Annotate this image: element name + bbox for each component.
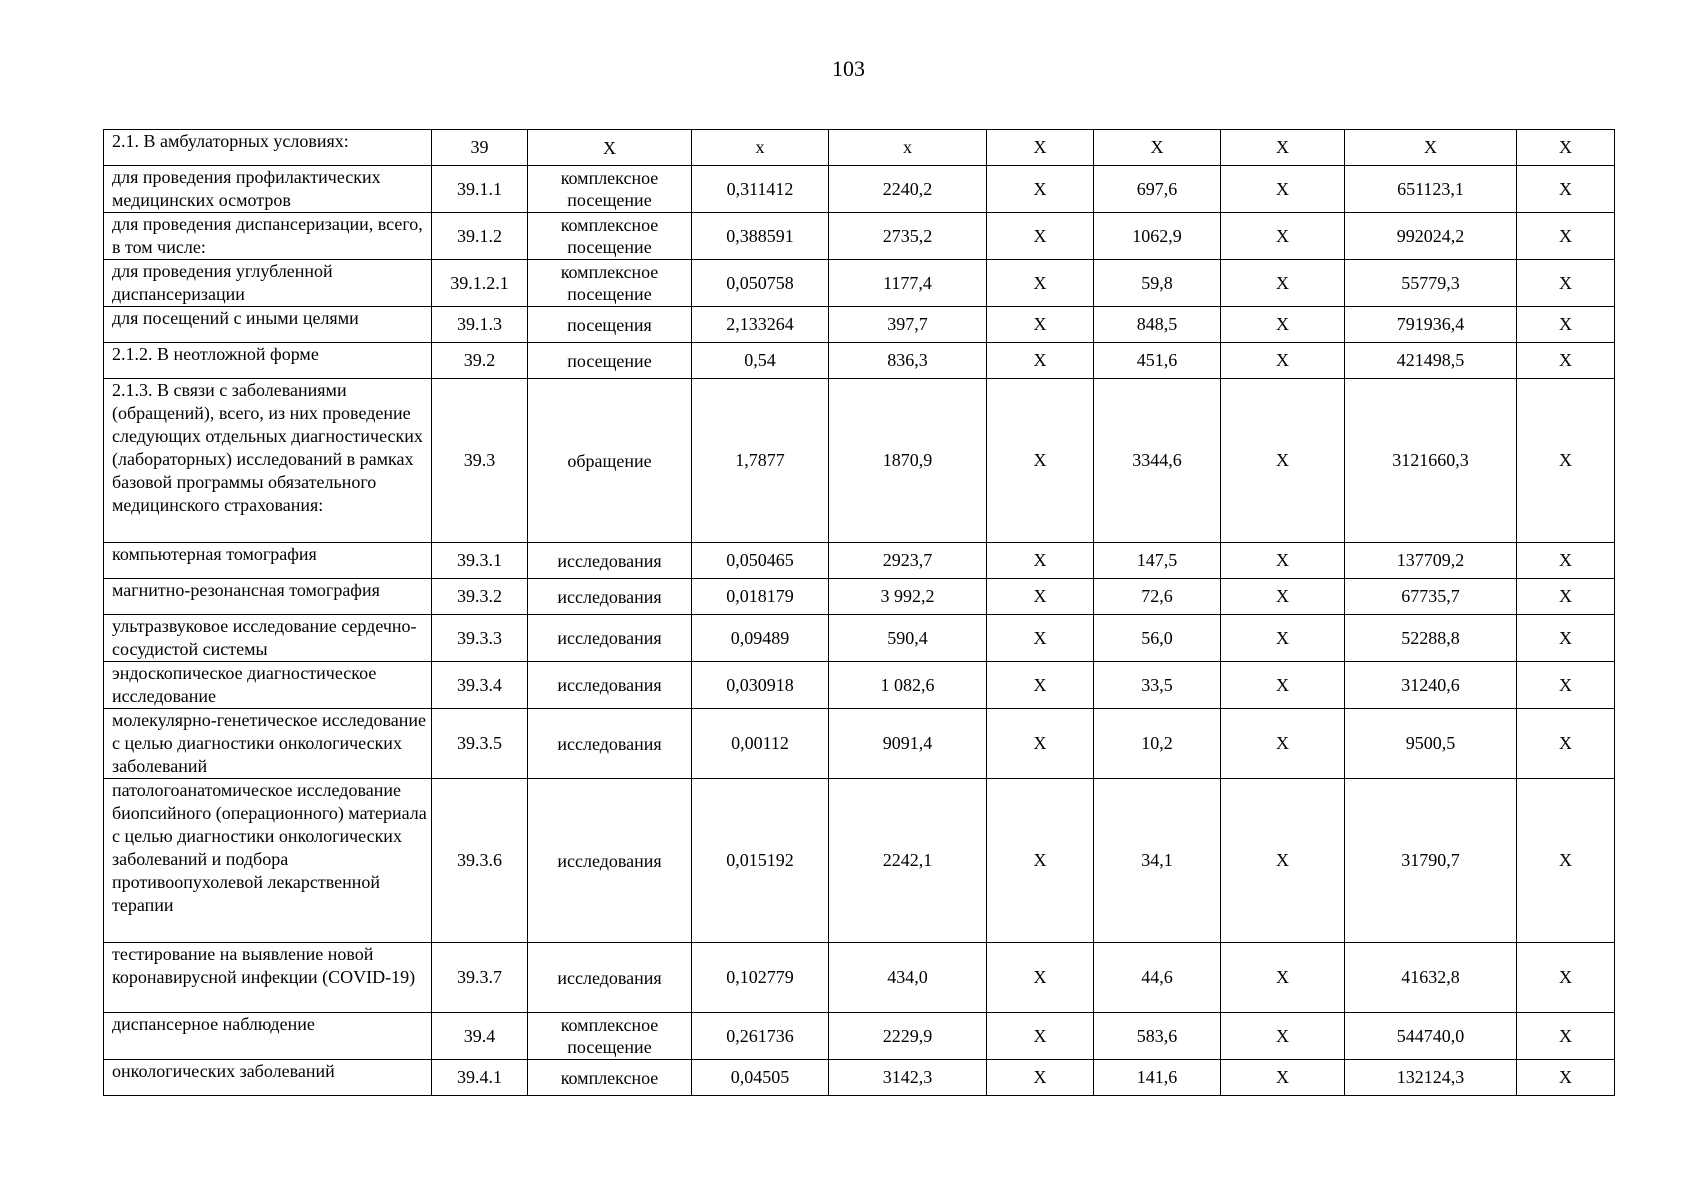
row-col6-cell: Х bbox=[987, 213, 1094, 260]
row-col6-cell: Х bbox=[987, 1060, 1094, 1096]
row-unit-cell: исследования bbox=[528, 579, 692, 615]
row-col7-cell: 44,6 bbox=[1094, 943, 1221, 1013]
row-col10-cell: Х bbox=[1517, 543, 1615, 579]
row-col8-cell: Х bbox=[1221, 943, 1345, 1013]
row-unit-cell: Х bbox=[528, 130, 692, 166]
row-name-cell: 2.1. В амбулаторных условиях: bbox=[104, 130, 432, 166]
row-name-cell: для проведения профилактических медицинских осмотров bbox=[104, 166, 432, 213]
row-col7-cell: 1062,9 bbox=[1094, 213, 1221, 260]
row-col10-cell: Х bbox=[1517, 779, 1615, 943]
row-cost-cell: 836,3 bbox=[829, 343, 987, 379]
row-name-cell: эндоскопическое диагностическое исследование bbox=[104, 662, 432, 709]
row-col6-cell: Х bbox=[987, 166, 1094, 213]
row-volume-cell: 0,050758 bbox=[692, 260, 829, 307]
row-col10-cell: Х bbox=[1517, 307, 1615, 343]
row-cost-cell: 2923,7 bbox=[829, 543, 987, 579]
row-unit-cell: комплексное посещение bbox=[528, 166, 692, 213]
row-col6-cell: Х bbox=[987, 343, 1094, 379]
row-col6-cell: Х bbox=[987, 779, 1094, 943]
row-code-cell: 39.3.2 bbox=[432, 579, 528, 615]
row-code-cell: 39.3 bbox=[432, 379, 528, 543]
row-col7-cell: 141,6 bbox=[1094, 1060, 1221, 1096]
row-col10-cell: Х bbox=[1517, 943, 1615, 1013]
row-code-cell: 39.2 bbox=[432, 343, 528, 379]
row-col8-cell: Х bbox=[1221, 709, 1345, 779]
row-code-cell: 39.1.1 bbox=[432, 166, 528, 213]
table-row bbox=[104, 1060, 1615, 1096]
row-cost-cell: 434,0 bbox=[829, 943, 987, 1013]
row-cost-cell: 1 082,6 bbox=[829, 662, 987, 709]
row-code-cell: 39.3.5 bbox=[432, 709, 528, 779]
row-name-cell: для проведения углубленной диспансеризации bbox=[104, 260, 432, 307]
row-col10-cell: Х bbox=[1517, 130, 1615, 166]
row-col9-cell: 791936,4 bbox=[1345, 307, 1517, 343]
row-col9-cell: 651123,1 bbox=[1345, 166, 1517, 213]
row-col9-cell: 544740,0 bbox=[1345, 1013, 1517, 1060]
table-row bbox=[104, 260, 1615, 307]
row-col8-cell: Х bbox=[1221, 213, 1345, 260]
row-code-cell: 39.1.2.1 bbox=[432, 260, 528, 307]
table-row bbox=[104, 579, 1615, 615]
row-name-cell: для посещений с иными целями bbox=[104, 307, 432, 343]
row-col7-cell: 147,5 bbox=[1094, 543, 1221, 579]
row-name-cell: для проведения диспансеризации, всего, в том числе: bbox=[104, 213, 432, 260]
row-name-cell: диспансерное наблюдение bbox=[104, 1013, 432, 1060]
row-volume-cell: 0,030918 bbox=[692, 662, 829, 709]
row-col9-cell: 55779,3 bbox=[1345, 260, 1517, 307]
row-col7-cell: 59,8 bbox=[1094, 260, 1221, 307]
row-col6-cell: Х bbox=[987, 379, 1094, 543]
row-col10-cell: Х bbox=[1517, 213, 1615, 260]
row-col6-cell: Х bbox=[987, 662, 1094, 709]
row-unit-cell: исследования bbox=[528, 543, 692, 579]
row-col7-cell: 10,2 bbox=[1094, 709, 1221, 779]
row-code-cell: 39 bbox=[432, 130, 528, 166]
row-name-cell: онкологических заболеваний bbox=[104, 1060, 432, 1096]
table-row bbox=[104, 343, 1615, 379]
row-volume-cell: х bbox=[692, 130, 829, 166]
row-cost-cell: 1177,4 bbox=[829, 260, 987, 307]
row-cost-cell: 590,4 bbox=[829, 615, 987, 662]
row-cost-cell: 397,7 bbox=[829, 307, 987, 343]
row-code-cell: 39.3.1 bbox=[432, 543, 528, 579]
row-col9-cell: 31240,6 bbox=[1345, 662, 1517, 709]
page-number: 103 bbox=[832, 56, 865, 81]
row-code-cell: 39.4 bbox=[432, 1013, 528, 1060]
row-col10-cell: Х bbox=[1517, 662, 1615, 709]
row-name-cell: 2.1.3. В связи с заболеваниями (обращений), всего, из них проведение следующих отдельных диагностических (лабораторных) исследований в рамках базовой программы обязательного медицинского страхования: bbox=[104, 379, 432, 543]
row-col9-cell: 9500,5 bbox=[1345, 709, 1517, 779]
row-col6-cell: Х bbox=[987, 543, 1094, 579]
row-volume-cell: 0,018179 bbox=[692, 579, 829, 615]
row-volume-cell: 0,311412 bbox=[692, 166, 829, 213]
row-name-cell: молекулярно-генетическое исследование с целью диагностики онкологических заболеваний bbox=[104, 709, 432, 779]
row-col10-cell: Х bbox=[1517, 1060, 1615, 1096]
row-unit-cell: исследования bbox=[528, 779, 692, 943]
table-row bbox=[104, 379, 1615, 543]
row-cost-cell: 2242,1 bbox=[829, 779, 987, 943]
row-volume-cell: 0,015192 bbox=[692, 779, 829, 943]
row-col8-cell: Х bbox=[1221, 1060, 1345, 1096]
row-volume-cell: 0,261736 bbox=[692, 1013, 829, 1060]
row-unit-cell: исследования bbox=[528, 662, 692, 709]
row-col7-cell: Х bbox=[1094, 130, 1221, 166]
row-col8-cell: Х bbox=[1221, 307, 1345, 343]
row-unit-cell: исследования bbox=[528, 943, 692, 1013]
row-volume-cell: 0,050465 bbox=[692, 543, 829, 579]
row-unit-cell: комплексное посещение bbox=[528, 1013, 692, 1060]
table-row bbox=[104, 662, 1615, 709]
row-col6-cell: Х bbox=[987, 130, 1094, 166]
table-row bbox=[104, 709, 1615, 779]
row-volume-cell: 2,133264 bbox=[692, 307, 829, 343]
table-row bbox=[104, 943, 1615, 1013]
row-unit-cell: посещения bbox=[528, 307, 692, 343]
row-col10-cell: Х bbox=[1517, 1013, 1615, 1060]
row-code-cell: 39.3.4 bbox=[432, 662, 528, 709]
row-col6-cell: Х bbox=[987, 709, 1094, 779]
row-code-cell: 39.3.6 bbox=[432, 779, 528, 943]
row-col7-cell: 583,6 bbox=[1094, 1013, 1221, 1060]
row-col8-cell: Х bbox=[1221, 615, 1345, 662]
row-code-cell: 39.1.3 bbox=[432, 307, 528, 343]
table-row bbox=[104, 213, 1615, 260]
row-cost-cell: 2229,9 bbox=[829, 1013, 987, 1060]
row-col8-cell: Х bbox=[1221, 130, 1345, 166]
row-col9-cell: 31790,7 bbox=[1345, 779, 1517, 943]
row-col7-cell: 56,0 bbox=[1094, 615, 1221, 662]
table-row bbox=[104, 166, 1615, 213]
row-col6-cell: Х bbox=[987, 943, 1094, 1013]
table-row bbox=[104, 130, 1615, 166]
row-cost-cell: х bbox=[829, 130, 987, 166]
row-name-cell: тестирование на выявление новой коронавирусной инфекции (COVID-19) bbox=[104, 943, 432, 1013]
row-col7-cell: 72,6 bbox=[1094, 579, 1221, 615]
row-col7-cell: 451,6 bbox=[1094, 343, 1221, 379]
row-col8-cell: Х bbox=[1221, 779, 1345, 943]
row-volume-cell: 0,09489 bbox=[692, 615, 829, 662]
row-col6-cell: Х bbox=[987, 307, 1094, 343]
row-unit-cell: комплексное посещение bbox=[528, 260, 692, 307]
row-code-cell: 39.1.2 bbox=[432, 213, 528, 260]
row-name-cell: магнитно-резонансная томография bbox=[104, 579, 432, 615]
table-row bbox=[104, 543, 1615, 579]
row-cost-cell: 9091,4 bbox=[829, 709, 987, 779]
row-col10-cell: Х bbox=[1517, 709, 1615, 779]
row-col6-cell: Х bbox=[987, 579, 1094, 615]
row-col8-cell: Х bbox=[1221, 166, 1345, 213]
row-col9-cell: 137709,2 bbox=[1345, 543, 1517, 579]
row-col9-cell: 52288,8 bbox=[1345, 615, 1517, 662]
row-col9-cell: 421498,5 bbox=[1345, 343, 1517, 379]
row-volume-cell: 0,54 bbox=[692, 343, 829, 379]
row-name-cell: компьютерная томография bbox=[104, 543, 432, 579]
row-code-cell: 39.3.3 bbox=[432, 615, 528, 662]
row-name-cell: 2.1.2. В неотложной форме bbox=[104, 343, 432, 379]
row-unit-cell: посещение bbox=[528, 343, 692, 379]
row-code-cell: 39.3.7 bbox=[432, 943, 528, 1013]
data-table bbox=[103, 129, 1615, 1096]
row-unit-cell: обращение bbox=[528, 379, 692, 543]
row-volume-cell: 0,388591 bbox=[692, 213, 829, 260]
row-col7-cell: 3344,6 bbox=[1094, 379, 1221, 543]
row-col9-cell: 67735,7 bbox=[1345, 579, 1517, 615]
table-body bbox=[104, 130, 1615, 1096]
row-cost-cell: 2735,2 bbox=[829, 213, 987, 260]
row-col9-cell: 132124,3 bbox=[1345, 1060, 1517, 1096]
row-unit-cell: комплексное bbox=[528, 1060, 692, 1096]
row-cost-cell: 3 992,2 bbox=[829, 579, 987, 615]
row-cost-cell: 2240,2 bbox=[829, 166, 987, 213]
row-col7-cell: 34,1 bbox=[1094, 779, 1221, 943]
row-name-cell: патологоанатомическое исследование биопсийного (операционного) материала с целью диагностики онкологических заболеваний и подбора противоопухолевой лекарственной терапии bbox=[104, 779, 432, 943]
row-col6-cell: Х bbox=[987, 1013, 1094, 1060]
row-col9-cell: 3121660,3 bbox=[1345, 379, 1517, 543]
row-col10-cell: Х bbox=[1517, 615, 1615, 662]
row-name-cell: ультразвуковое исследование сердечно-сосудистой системы bbox=[104, 615, 432, 662]
row-unit-cell: исследования bbox=[528, 615, 692, 662]
row-unit-cell: комплексное посещение bbox=[528, 213, 692, 260]
row-col8-cell: Х bbox=[1221, 343, 1345, 379]
row-col6-cell: Х bbox=[987, 615, 1094, 662]
row-col8-cell: Х bbox=[1221, 579, 1345, 615]
row-col10-cell: Х bbox=[1517, 343, 1615, 379]
row-col9-cell: 41632,8 bbox=[1345, 943, 1517, 1013]
row-col10-cell: Х bbox=[1517, 260, 1615, 307]
row-col8-cell: Х bbox=[1221, 543, 1345, 579]
row-col7-cell: 697,6 bbox=[1094, 166, 1221, 213]
row-cost-cell: 3142,3 bbox=[829, 1060, 987, 1096]
row-col9-cell: Х bbox=[1345, 130, 1517, 166]
row-col9-cell: 992024,2 bbox=[1345, 213, 1517, 260]
row-col10-cell: Х bbox=[1517, 579, 1615, 615]
row-unit-cell: исследования bbox=[528, 709, 692, 779]
row-col6-cell: Х bbox=[987, 260, 1094, 307]
row-cost-cell: 1870,9 bbox=[829, 379, 987, 543]
row-col10-cell: Х bbox=[1517, 379, 1615, 543]
table-row bbox=[104, 615, 1615, 662]
row-col10-cell: Х bbox=[1517, 166, 1615, 213]
table-row bbox=[104, 1013, 1615, 1060]
row-col8-cell: Х bbox=[1221, 662, 1345, 709]
row-volume-cell: 0,102779 bbox=[692, 943, 829, 1013]
row-code-cell: 39.4.1 bbox=[432, 1060, 528, 1096]
table-row bbox=[104, 779, 1615, 943]
row-col8-cell: Х bbox=[1221, 379, 1345, 543]
row-col7-cell: 33,5 bbox=[1094, 662, 1221, 709]
row-volume-cell: 1,7877 bbox=[692, 379, 829, 543]
row-col8-cell: Х bbox=[1221, 260, 1345, 307]
row-volume-cell: 0,04505 bbox=[692, 1060, 829, 1096]
row-volume-cell: 0,00112 bbox=[692, 709, 829, 779]
table-row bbox=[104, 307, 1615, 343]
row-col7-cell: 848,5 bbox=[1094, 307, 1221, 343]
row-col8-cell: Х bbox=[1221, 1013, 1345, 1060]
